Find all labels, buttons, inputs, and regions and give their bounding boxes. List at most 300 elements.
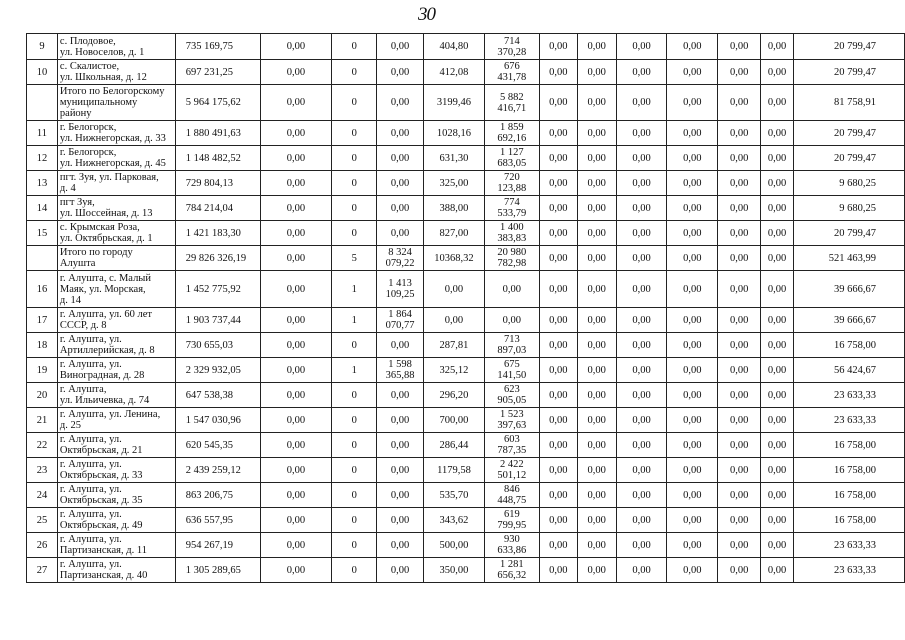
amount-cell: 20 799,47 (794, 34, 905, 60)
count-cell: 0 (332, 85, 377, 121)
value-cell: 0,00 (761, 196, 794, 221)
value-cell: 0,00 (718, 34, 761, 60)
value-cell: 0,00 (616, 271, 667, 308)
row-number-cell: 25 (27, 508, 58, 533)
value-cell: 500,00 (424, 533, 485, 558)
value-cell: 0,00 (377, 196, 424, 221)
value-cell: 0,00 (577, 383, 616, 408)
value-cell: 0,00 (377, 221, 424, 246)
address-cell: г. Алушта, ул. 60 лет СССР, д. 8 (57, 308, 175, 333)
value-cell: 0,00 (667, 121, 718, 146)
value-cell: 0,00 (718, 508, 761, 533)
value-cell: 0,00 (260, 121, 332, 146)
value-cell: 1 598 365,88 (377, 358, 424, 383)
value-cell: 0,00 (577, 221, 616, 246)
value-cell: 623 905,05 (484, 383, 539, 408)
total-cost-cell: 735 169,75 (175, 34, 260, 60)
row-number-cell: 21 (27, 408, 58, 433)
value-cell: 0,00 (718, 221, 761, 246)
amount-cell: 56 424,67 (794, 358, 905, 383)
value-cell: 0,00 (667, 408, 718, 433)
value-cell: 720 123,88 (484, 171, 539, 196)
value-cell: 0,00 (718, 171, 761, 196)
amount-cell: 20 799,47 (794, 221, 905, 246)
amount-cell: 23 633,33 (794, 558, 905, 583)
amount-cell: 39 666,67 (794, 271, 905, 308)
value-cell: 774 533,79 (484, 196, 539, 221)
value-cell: 0,00 (616, 146, 667, 171)
value-cell: 0,00 (761, 246, 794, 271)
value-cell: 0,00 (484, 308, 539, 333)
value-cell: 0,00 (667, 558, 718, 583)
value-cell: 0,00 (377, 34, 424, 60)
value-cell: 0,00 (377, 383, 424, 408)
value-cell: 0,00 (260, 271, 332, 308)
value-cell: 0,00 (539, 60, 577, 85)
value-cell: 714 370,28 (484, 34, 539, 60)
value-cell: 0,00 (377, 433, 424, 458)
value-cell: 0,00 (616, 60, 667, 85)
value-cell: 1 859 692,16 (484, 121, 539, 146)
value-cell: 0,00 (718, 458, 761, 483)
amount-cell: 20 799,47 (794, 121, 905, 146)
total-cost-cell: 636 557,95 (175, 508, 260, 533)
value-cell: 5 882 416,71 (484, 85, 539, 121)
value-cell: 0,00 (260, 508, 332, 533)
value-cell: 0,00 (616, 508, 667, 533)
value-cell: 0,00 (539, 308, 577, 333)
total-cost-cell: 1 903 737,44 (175, 308, 260, 333)
value-cell: 1 413 109,25 (377, 271, 424, 308)
value-cell: 0,00 (539, 383, 577, 408)
table-row (27, 85, 905, 121)
value-cell: 619 799,95 (484, 508, 539, 533)
address-cell: с. Крымская Роза, ул. Октябрьская, д. 1 (57, 221, 175, 246)
count-cell: 0 (332, 383, 377, 408)
value-cell: 0,00 (377, 146, 424, 171)
value-cell: 676 431,78 (484, 60, 539, 85)
value-cell: 0,00 (577, 533, 616, 558)
value-cell: 286,44 (424, 433, 485, 458)
amount-cell: 9 680,25 (794, 196, 905, 221)
count-cell: 0 (332, 483, 377, 508)
value-cell: 0,00 (577, 358, 616, 383)
value-cell: 0,00 (616, 358, 667, 383)
value-cell: 0,00 (718, 121, 761, 146)
total-cost-cell: 2 329 932,05 (175, 358, 260, 383)
total-cost-cell: 729 804,13 (175, 171, 260, 196)
value-cell: 0,00 (718, 85, 761, 121)
value-cell: 0,00 (539, 483, 577, 508)
value-cell: 0,00 (539, 196, 577, 221)
value-cell: 846 448,75 (484, 483, 539, 508)
value-cell: 0,00 (539, 433, 577, 458)
total-cost-cell: 863 206,75 (175, 483, 260, 508)
value-cell: 0,00 (667, 146, 718, 171)
value-cell: 700,00 (424, 408, 485, 433)
value-cell: 0,00 (667, 171, 718, 196)
table-row (27, 408, 905, 433)
total-cost-cell: 1 547 030,96 (175, 408, 260, 433)
value-cell: 0,00 (761, 358, 794, 383)
value-cell: 0,00 (260, 34, 332, 60)
value-cell: 0,00 (377, 408, 424, 433)
table-body (27, 34, 905, 583)
total-cost-cell: 1 305 289,65 (175, 558, 260, 583)
value-cell: 0,00 (667, 433, 718, 458)
value-cell: 0,00 (539, 558, 577, 583)
row-number-cell: 27 (27, 558, 58, 583)
value-cell: 0,00 (718, 146, 761, 171)
address-cell: г. Алушта, ул. Октябрьская, д. 35 (57, 483, 175, 508)
amount-cell: 81 758,91 (794, 85, 905, 121)
value-cell: 0,00 (761, 558, 794, 583)
value-cell: 0,00 (539, 533, 577, 558)
value-cell: 0,00 (718, 308, 761, 333)
value-cell: 0,00 (667, 221, 718, 246)
value-cell: 287,81 (424, 333, 485, 358)
page-number: 30 (418, 4, 435, 25)
value-cell: 0,00 (577, 408, 616, 433)
address-cell: г. Алушта, ул. Артиллерийская, д. 8 (57, 333, 175, 358)
value-cell: 0,00 (616, 85, 667, 121)
value-cell: 0,00 (616, 333, 667, 358)
table-row (27, 508, 905, 533)
value-cell: 0,00 (761, 508, 794, 533)
count-cell: 0 (332, 558, 377, 583)
value-cell: 0,00 (377, 121, 424, 146)
capital-repair-table (26, 33, 905, 583)
value-cell: 0,00 (616, 408, 667, 433)
value-cell: 0,00 (667, 508, 718, 533)
value-cell: 3199,46 (424, 85, 485, 121)
address-cell: Итого по городу Алушта (57, 246, 175, 271)
value-cell: 0,00 (616, 121, 667, 146)
amount-cell: 521 463,99 (794, 246, 905, 271)
value-cell: 0,00 (577, 121, 616, 146)
value-cell: 0,00 (577, 508, 616, 533)
table-row (27, 533, 905, 558)
count-cell: 1 (332, 308, 377, 333)
value-cell: 343,62 (424, 508, 485, 533)
value-cell: 0,00 (761, 34, 794, 60)
value-cell: 0,00 (260, 308, 332, 333)
table-row (27, 221, 905, 246)
value-cell: 0,00 (761, 533, 794, 558)
value-cell: 0,00 (260, 358, 332, 383)
value-cell: 0,00 (718, 246, 761, 271)
value-cell: 0,00 (761, 60, 794, 85)
amount-cell: 9 680,25 (794, 171, 905, 196)
value-cell: 0,00 (539, 458, 577, 483)
row-number-cell: 9 (27, 34, 58, 60)
total-cost-cell: 1 452 775,92 (175, 271, 260, 308)
value-cell: 0,00 (260, 171, 332, 196)
value-cell: 0,00 (667, 358, 718, 383)
row-number-cell: 20 (27, 383, 58, 408)
value-cell: 1 127 683,05 (484, 146, 539, 171)
address-cell: г. Алушта, ул. Ильичевка, д. 74 (57, 383, 175, 408)
value-cell: 0,00 (761, 271, 794, 308)
row-number-cell: 12 (27, 146, 58, 171)
value-cell: 0,00 (718, 408, 761, 433)
value-cell: 713 897,03 (484, 333, 539, 358)
value-cell: 0,00 (377, 60, 424, 85)
amount-cell: 23 633,33 (794, 533, 905, 558)
amount-cell: 23 633,33 (794, 408, 905, 433)
value-cell: 0,00 (577, 483, 616, 508)
value-cell: 0,00 (616, 458, 667, 483)
value-cell: 0,00 (761, 308, 794, 333)
value-cell: 0,00 (718, 383, 761, 408)
value-cell: 8 324 079,22 (377, 246, 424, 271)
address-cell: г. Белогорск, ул. Нижнегорская, д. 45 (57, 146, 175, 171)
row-number-cell: 16 (27, 271, 58, 308)
value-cell: 0,00 (577, 171, 616, 196)
address-cell: г. Алушта, ул. Виноградная, д. 28 (57, 358, 175, 383)
row-number-cell: 15 (27, 221, 58, 246)
value-cell: 1 400 383,83 (484, 221, 539, 246)
value-cell: 0,00 (718, 196, 761, 221)
table-row (27, 171, 905, 196)
count-cell: 0 (332, 433, 377, 458)
value-cell: 0,00 (577, 333, 616, 358)
value-cell: 0,00 (667, 458, 718, 483)
value-cell: 0,00 (761, 383, 794, 408)
value-cell: 0,00 (616, 246, 667, 271)
amount-cell: 16 758,00 (794, 508, 905, 533)
address-cell: Итого по Белогорскому муниципальному району (57, 85, 175, 121)
amount-cell: 16 758,00 (794, 433, 905, 458)
row-number-cell: 10 (27, 60, 58, 85)
value-cell: 0,00 (539, 146, 577, 171)
row-number-cell (27, 85, 58, 121)
value-cell: 0,00 (577, 558, 616, 583)
row-number-cell: 11 (27, 121, 58, 146)
value-cell: 0,00 (377, 533, 424, 558)
value-cell: 0,00 (718, 358, 761, 383)
value-cell: 0,00 (539, 408, 577, 433)
value-cell: 0,00 (667, 246, 718, 271)
value-cell: 0,00 (260, 196, 332, 221)
total-cost-cell: 1 421 183,30 (175, 221, 260, 246)
value-cell: 0,00 (260, 246, 332, 271)
value-cell: 0,00 (718, 333, 761, 358)
value-cell: 930 633,86 (484, 533, 539, 558)
value-cell: 0,00 (260, 383, 332, 408)
value-cell: 0,00 (260, 558, 332, 583)
amount-cell: 39 666,67 (794, 308, 905, 333)
value-cell: 0,00 (616, 383, 667, 408)
count-cell: 5 (332, 246, 377, 271)
table-row (27, 383, 905, 408)
value-cell: 1 523 397,63 (484, 408, 539, 433)
value-cell: 0,00 (718, 60, 761, 85)
table-row (27, 271, 905, 308)
value-cell: 0,00 (539, 34, 577, 60)
address-cell: г. Алушта, ул. Партизанская, д. 11 (57, 533, 175, 558)
value-cell: 0,00 (424, 271, 485, 308)
address-cell: г. Алушта, с. Малый Маяк, ул. Морская, д. 14 (57, 271, 175, 308)
value-cell: 0,00 (539, 333, 577, 358)
row-number-cell (27, 246, 58, 271)
value-cell: 0,00 (539, 85, 577, 121)
value-cell: 0,00 (260, 146, 332, 171)
amount-cell: 20 799,47 (794, 60, 905, 85)
total-cost-cell: 647 538,38 (175, 383, 260, 408)
value-cell: 2 422 501,12 (484, 458, 539, 483)
total-cost-cell: 620 545,35 (175, 433, 260, 458)
amount-cell: 20 799,47 (794, 146, 905, 171)
value-cell: 1028,16 (424, 121, 485, 146)
value-cell: 0,00 (761, 458, 794, 483)
row-number-cell: 13 (27, 171, 58, 196)
value-cell: 0,00 (718, 433, 761, 458)
value-cell: 0,00 (761, 333, 794, 358)
value-cell: 0,00 (377, 333, 424, 358)
value-cell: 0,00 (616, 196, 667, 221)
value-cell: 1179,58 (424, 458, 485, 483)
value-cell: 0,00 (377, 508, 424, 533)
count-cell: 1 (332, 358, 377, 383)
amount-cell: 16 758,00 (794, 483, 905, 508)
value-cell: 0,00 (577, 34, 616, 60)
value-cell: 0,00 (577, 458, 616, 483)
row-number-cell: 26 (27, 533, 58, 558)
value-cell: 0,00 (616, 558, 667, 583)
value-cell: 0,00 (260, 433, 332, 458)
value-cell: 0,00 (539, 221, 577, 246)
value-cell: 0,00 (260, 483, 332, 508)
amount-cell: 23 633,33 (794, 383, 905, 408)
value-cell: 0,00 (667, 271, 718, 308)
count-cell: 0 (332, 146, 377, 171)
value-cell: 0,00 (616, 533, 667, 558)
table-row (27, 60, 905, 85)
value-cell: 1 281 656,32 (484, 558, 539, 583)
value-cell: 0,00 (667, 85, 718, 121)
address-cell: г. Алушта, ул. Партизанская, д. 40 (57, 558, 175, 583)
value-cell: 404,80 (424, 34, 485, 60)
address-cell: г. Алушта, ул. Октябрьская, д. 33 (57, 458, 175, 483)
value-cell: 0,00 (616, 171, 667, 196)
total-cost-cell: 954 267,19 (175, 533, 260, 558)
address-cell: с. Скалистое, ул. Школьная, д. 12 (57, 60, 175, 85)
value-cell: 0,00 (539, 271, 577, 308)
value-cell: 0,00 (667, 333, 718, 358)
row-number-cell: 18 (27, 333, 58, 358)
value-cell: 0,00 (667, 533, 718, 558)
table-row (27, 196, 905, 221)
table-row (27, 308, 905, 333)
count-cell: 0 (332, 458, 377, 483)
value-cell: 0,00 (761, 171, 794, 196)
row-number-cell: 22 (27, 433, 58, 458)
value-cell: 0,00 (260, 408, 332, 433)
value-cell: 0,00 (377, 85, 424, 121)
table-row (27, 333, 905, 358)
row-number-cell: 24 (27, 483, 58, 508)
address-cell: г. Белогорск, ул. Нижнегорская, д. 33 (57, 121, 175, 146)
value-cell: 0,00 (718, 271, 761, 308)
value-cell: 0,00 (718, 533, 761, 558)
value-cell: 0,00 (577, 246, 616, 271)
total-cost-cell: 2 439 259,12 (175, 458, 260, 483)
total-cost-cell: 1 880 491,63 (175, 121, 260, 146)
amount-cell: 16 758,00 (794, 458, 905, 483)
value-cell: 0,00 (616, 483, 667, 508)
value-cell: 0,00 (577, 146, 616, 171)
amount-cell: 16 758,00 (794, 333, 905, 358)
table-row (27, 146, 905, 171)
address-cell: г. Алушта, ул. Октябрьская, д. 49 (57, 508, 175, 533)
count-cell: 0 (332, 121, 377, 146)
value-cell: 0,00 (260, 85, 332, 121)
value-cell: 0,00 (539, 246, 577, 271)
value-cell: 631,30 (424, 146, 485, 171)
value-cell: 10368,32 (424, 246, 485, 271)
value-cell: 0,00 (577, 433, 616, 458)
count-cell: 0 (332, 221, 377, 246)
value-cell: 0,00 (577, 271, 616, 308)
value-cell: 0,00 (377, 558, 424, 583)
value-cell: 325,12 (424, 358, 485, 383)
value-cell: 0,00 (667, 308, 718, 333)
value-cell: 0,00 (761, 408, 794, 433)
row-number-cell: 19 (27, 358, 58, 383)
value-cell: 0,00 (260, 458, 332, 483)
value-cell: 0,00 (377, 171, 424, 196)
value-cell: 0,00 (539, 171, 577, 196)
value-cell: 0,00 (761, 85, 794, 121)
table-row (27, 358, 905, 383)
total-cost-cell: 5 964 175,62 (175, 85, 260, 121)
address-cell: пгт Зуя, ул. Шоссейная, д. 13 (57, 196, 175, 221)
value-cell: 0,00 (260, 533, 332, 558)
count-cell: 0 (332, 60, 377, 85)
value-cell: 0,00 (539, 508, 577, 533)
table-row (27, 483, 905, 508)
value-cell: 0,00 (667, 34, 718, 60)
table-row (27, 246, 905, 271)
total-cost-cell: 1 148 482,52 (175, 146, 260, 171)
value-cell: 0,00 (761, 121, 794, 146)
row-number-cell: 23 (27, 458, 58, 483)
value-cell: 603 787,35 (484, 433, 539, 458)
value-cell: 535,70 (424, 483, 485, 508)
value-cell: 0,00 (577, 85, 616, 121)
value-cell: 0,00 (577, 60, 616, 85)
value-cell: 1 864 070,77 (377, 308, 424, 333)
value-cell: 0,00 (484, 271, 539, 308)
value-cell: 0,00 (616, 34, 667, 60)
count-cell: 0 (332, 196, 377, 221)
table-row (27, 433, 905, 458)
address-cell: г. Алушта, ул. Октябрьская, д. 21 (57, 433, 175, 458)
table-row (27, 121, 905, 146)
value-cell: 0,00 (260, 60, 332, 85)
value-cell: 0,00 (761, 146, 794, 171)
count-cell: 0 (332, 333, 377, 358)
count-cell: 1 (332, 271, 377, 308)
table-row (27, 34, 905, 60)
count-cell: 0 (332, 533, 377, 558)
value-cell: 388,00 (424, 196, 485, 221)
value-cell: 0,00 (260, 333, 332, 358)
count-cell: 0 (332, 508, 377, 533)
value-cell: 0,00 (577, 196, 616, 221)
count-cell: 0 (332, 408, 377, 433)
